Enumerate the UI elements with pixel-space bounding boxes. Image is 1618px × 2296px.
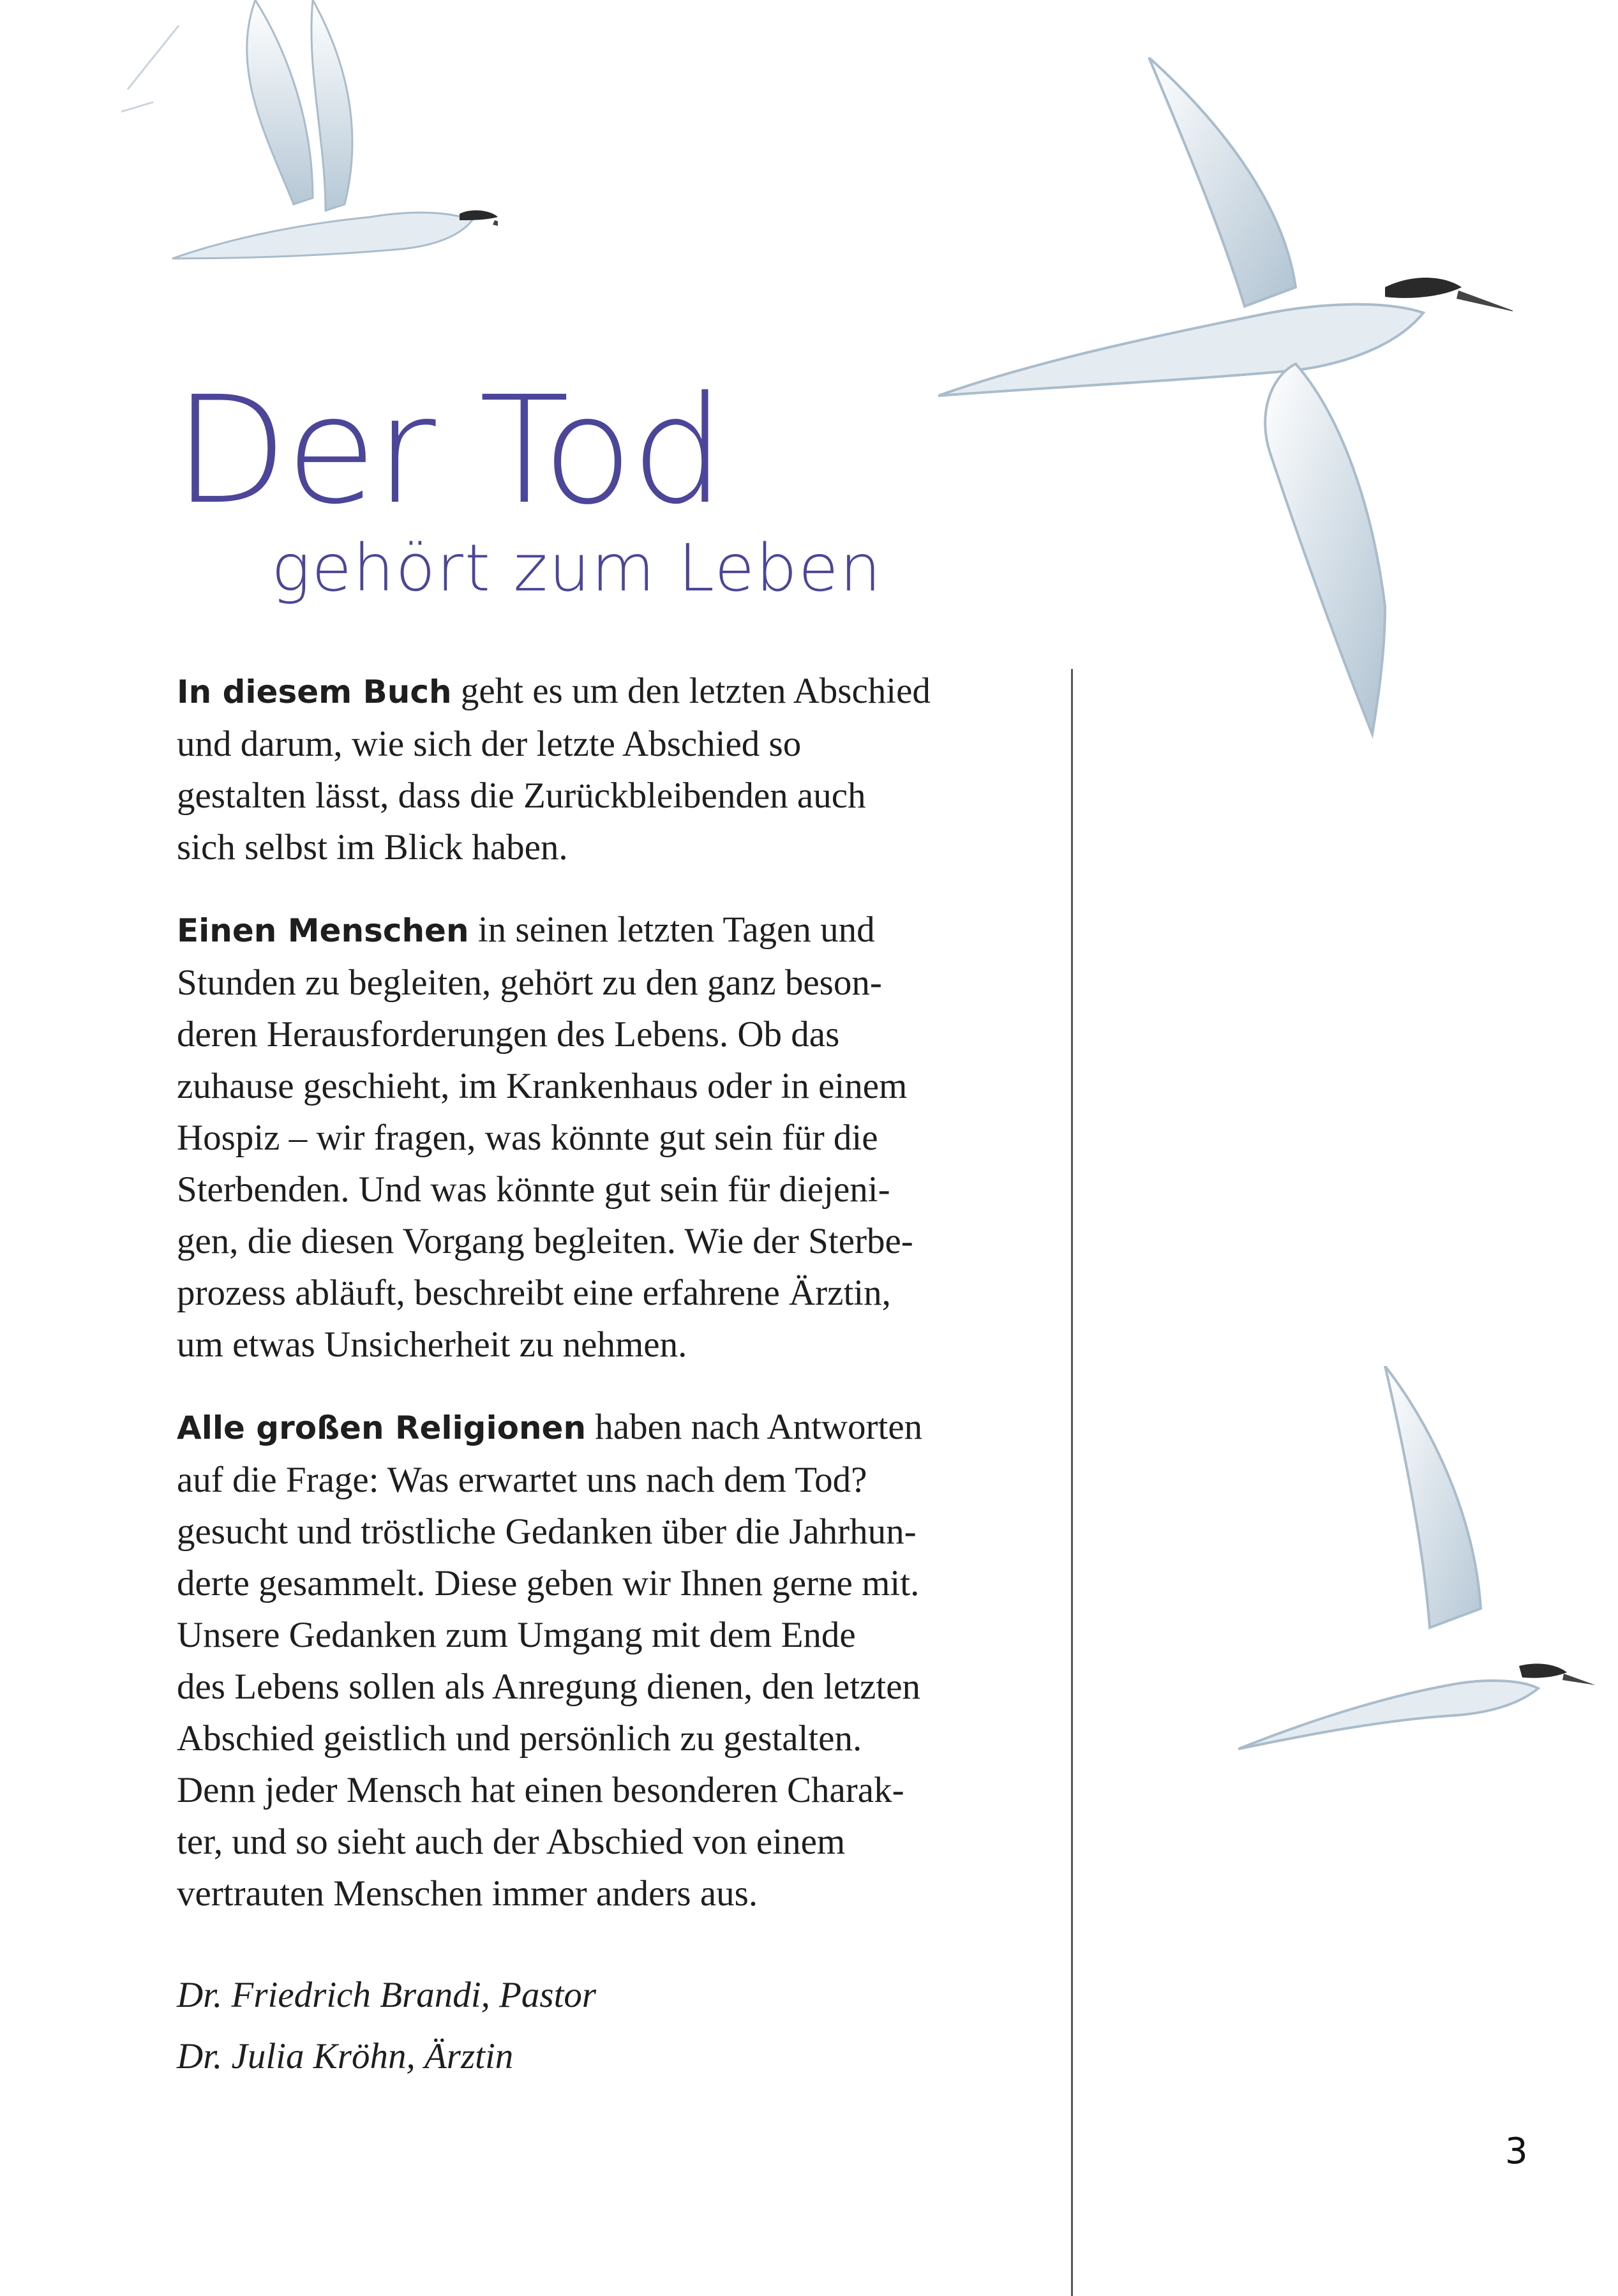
signatures — [177, 1965, 596, 2087]
signature-pastor: Dr. Friedrich Brandi, Pastor — [177, 1975, 597, 2015]
paragraph-line: um etwas Unsicherheit zu nehmen. — [177, 1324, 687, 1365]
paragraph-line: gen, die diesen Vorgang begleiten. Wie der Sterbe- — [177, 1221, 913, 1261]
paragraph-line: ter, und so sieht auch der Abschied von einem — [177, 1822, 846, 1862]
paragraph-line: Stunden zu begleiten, gehört zu den ganz beson- — [177, 963, 882, 1003]
paragraph-line-text: geht es um den letzten Abschied — [451, 671, 931, 711]
paragraph-religions — [177, 1401, 1070, 1919]
tern-bird-illustration-lower-right — [1238, 1366, 1596, 1762]
body-text — [177, 665, 1070, 1950]
paragraph-line: und darum, wie sich der letzte Abschied so — [177, 724, 802, 764]
paragraph-line: vertrauten Menschen immer anders aus. — [177, 1873, 758, 1914]
paragraph-line: auf die Frage: Was erwartet uns nach dem Tod? — [177, 1460, 867, 1500]
tern-bird-illustration-top-left — [102, 0, 498, 274]
page-subtitle: gehört zum Leben — [271, 530, 883, 606]
paragraph-line — [177, 904, 1070, 957]
paragraph-line: Denn jeder Mensch hat einen besonderen Charak- — [177, 1770, 904, 1810]
paragraph-intro — [177, 665, 1070, 873]
paragraph-line — [177, 1401, 1070, 1454]
paragraph-line: Unsere Gedanken zum Umgang mit dem Ende — [177, 1615, 856, 1655]
paragraph-line: Hospiz – wir fragen, was könnte gut sein für die — [177, 1118, 878, 1158]
paragraph-accompanying — [177, 904, 1070, 1370]
paragraph-lead: Alle großen Religionen — [177, 1409, 587, 1446]
paragraph-line: Abschied geistlich und persönlich zu gestalten. — [177, 1718, 862, 1759]
paragraph-line — [177, 665, 1070, 718]
tern-bird-illustration-top-right — [938, 57, 1513, 747]
paragraph-line: derte gesammelt. Diese geben wir Ihnen gerne mit. — [177, 1563, 920, 1603]
paragraph-lead: In diesem Buch — [177, 673, 452, 710]
paragraph-line-text: haben nach Antworten — [586, 1407, 923, 1447]
page-title: Der Tod — [174, 364, 724, 537]
vertical-divider — [1071, 669, 1073, 2296]
paragraph-line: zuhause geschieht, im Krankenhaus oder in einem — [177, 1066, 908, 1106]
paragraph-lead: Einen Menschen — [177, 912, 469, 949]
paragraph-line: deren Herausforderungen des Lebens. Ob das — [177, 1014, 840, 1054]
paragraph-line: gestalten lässt, dass die Zurückbleibenden auch — [177, 776, 866, 816]
paragraph-line: prozess abläuft, beschreibt eine erfahrene Ärztin, — [177, 1273, 891, 1313]
signature-doctor: Dr. Julia Kröhn, Ärztin — [177, 2036, 514, 2076]
paragraph-line: Sterbenden. Und was könnte gut sein für diejeni- — [177, 1169, 890, 1210]
paragraph-line: des Lebens sollen als Anregung dienen, den letzten — [177, 1667, 920, 1707]
paragraph-line-text: in seinen letzten Tagen und — [468, 910, 875, 950]
paragraph-line: gesucht und tröstliche Gedanken über die Jahrhun- — [177, 1512, 917, 1552]
page-number: 3 — [1505, 2131, 1528, 2172]
paragraph-line: sich selbst im Blick haben. — [177, 827, 568, 867]
